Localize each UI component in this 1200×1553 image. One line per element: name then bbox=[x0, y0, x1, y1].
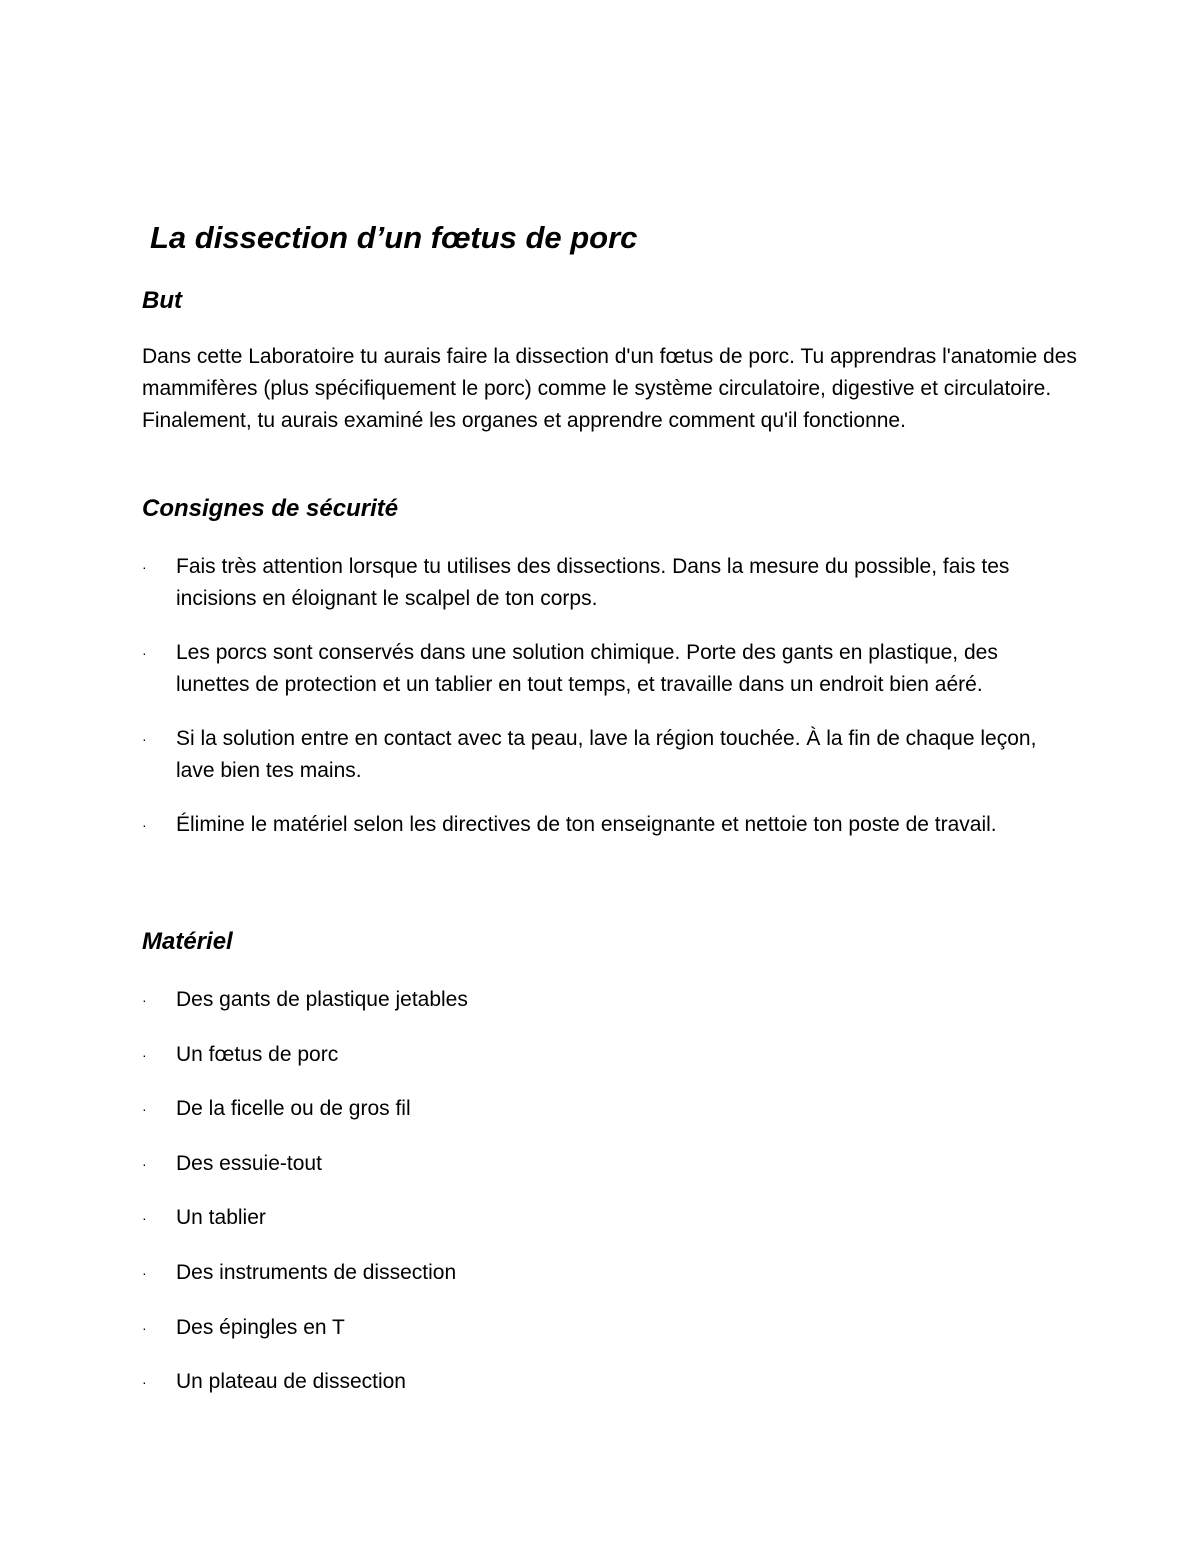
material-item-text: Des épingles en T bbox=[176, 1315, 345, 1339]
but-paragraph: Dans cette Laboratoire tu aurais faire la dissection d'un fœtus de porc. Tu apprendras l'anatomie des mammifères (plus spécifiquement le porc) comme le système circulatoire, digestive et circulatoire. Finalement, tu aurais examiné les organes et apprendre comment qu'il fonctionne. bbox=[142, 345, 1077, 432]
bullet-icon: · bbox=[142, 1101, 147, 1118]
bullet-icon: · bbox=[142, 731, 147, 747]
safety-item-text: Élimine le matériel selon les directives de ton enseignante et nettoie ton poste de travail. bbox=[176, 813, 997, 836]
list-item bbox=[142, 551, 1062, 615]
section-heading-but: But bbox=[142, 287, 182, 314]
document-title: La dissection d’un fœtus de porc bbox=[150, 220, 638, 255]
safety-item-text: Si la solution entre en contact avec ta peau, lave la région touchée. À la fin de chaque leçon, lave bien tes mains. bbox=[176, 727, 1037, 782]
bullet-icon: · bbox=[142, 817, 147, 833]
bullet-icon: · bbox=[142, 559, 147, 575]
list-item bbox=[142, 1366, 742, 1398]
list-item bbox=[142, 637, 1062, 701]
list-item bbox=[142, 1257, 742, 1289]
bullet-icon: · bbox=[142, 1264, 147, 1281]
safety-item-text: Les porcs sont conservés dans une solution chimique. Porte des gants en plastique, des lunettes de protection et un tablier en tout temps, et travaille dans un endroit bien aéré. bbox=[176, 641, 998, 696]
material-item-text: Un plateau de dissection bbox=[176, 1370, 406, 1394]
list-item bbox=[142, 1093, 742, 1125]
bullet-icon: · bbox=[142, 645, 147, 661]
list-item bbox=[142, 809, 1062, 841]
material-item-text: Des essuie-tout bbox=[176, 1151, 322, 1175]
materials-list bbox=[142, 984, 742, 1421]
material-item-text: De la ficelle ou de gros fil bbox=[176, 1097, 411, 1121]
list-item bbox=[142, 1202, 742, 1234]
list-item bbox=[142, 1039, 742, 1071]
material-item-text: Des instruments de dissection bbox=[176, 1260, 457, 1284]
bullet-icon: · bbox=[142, 1046, 147, 1063]
material-item-text: Des gants de plastique jetables bbox=[176, 988, 468, 1011]
bullet-icon: · bbox=[142, 1319, 147, 1336]
bullet-icon: · bbox=[142, 1155, 147, 1172]
material-item-text: Un fœtus de porc bbox=[176, 1042, 339, 1066]
list-item bbox=[142, 1312, 742, 1344]
list-item bbox=[142, 984, 742, 1016]
section-heading-safety: Consignes de sécurité bbox=[142, 495, 399, 522]
bullet-icon: · bbox=[142, 1210, 147, 1227]
bullet-icon: · bbox=[142, 992, 147, 1008]
list-item bbox=[142, 723, 1062, 787]
section-heading-materials: Matériel bbox=[142, 928, 233, 955]
material-item-text: Un tablier bbox=[176, 1206, 266, 1230]
safety-list bbox=[142, 551, 1062, 863]
safety-item-text: Fais très attention lorsque tu utilises des dissections. Dans la mesure du possible, fais tes incisions en éloignant le scalpel de ton corps. bbox=[176, 555, 1010, 610]
list-item bbox=[142, 1148, 742, 1180]
bullet-icon: · bbox=[142, 1374, 147, 1391]
